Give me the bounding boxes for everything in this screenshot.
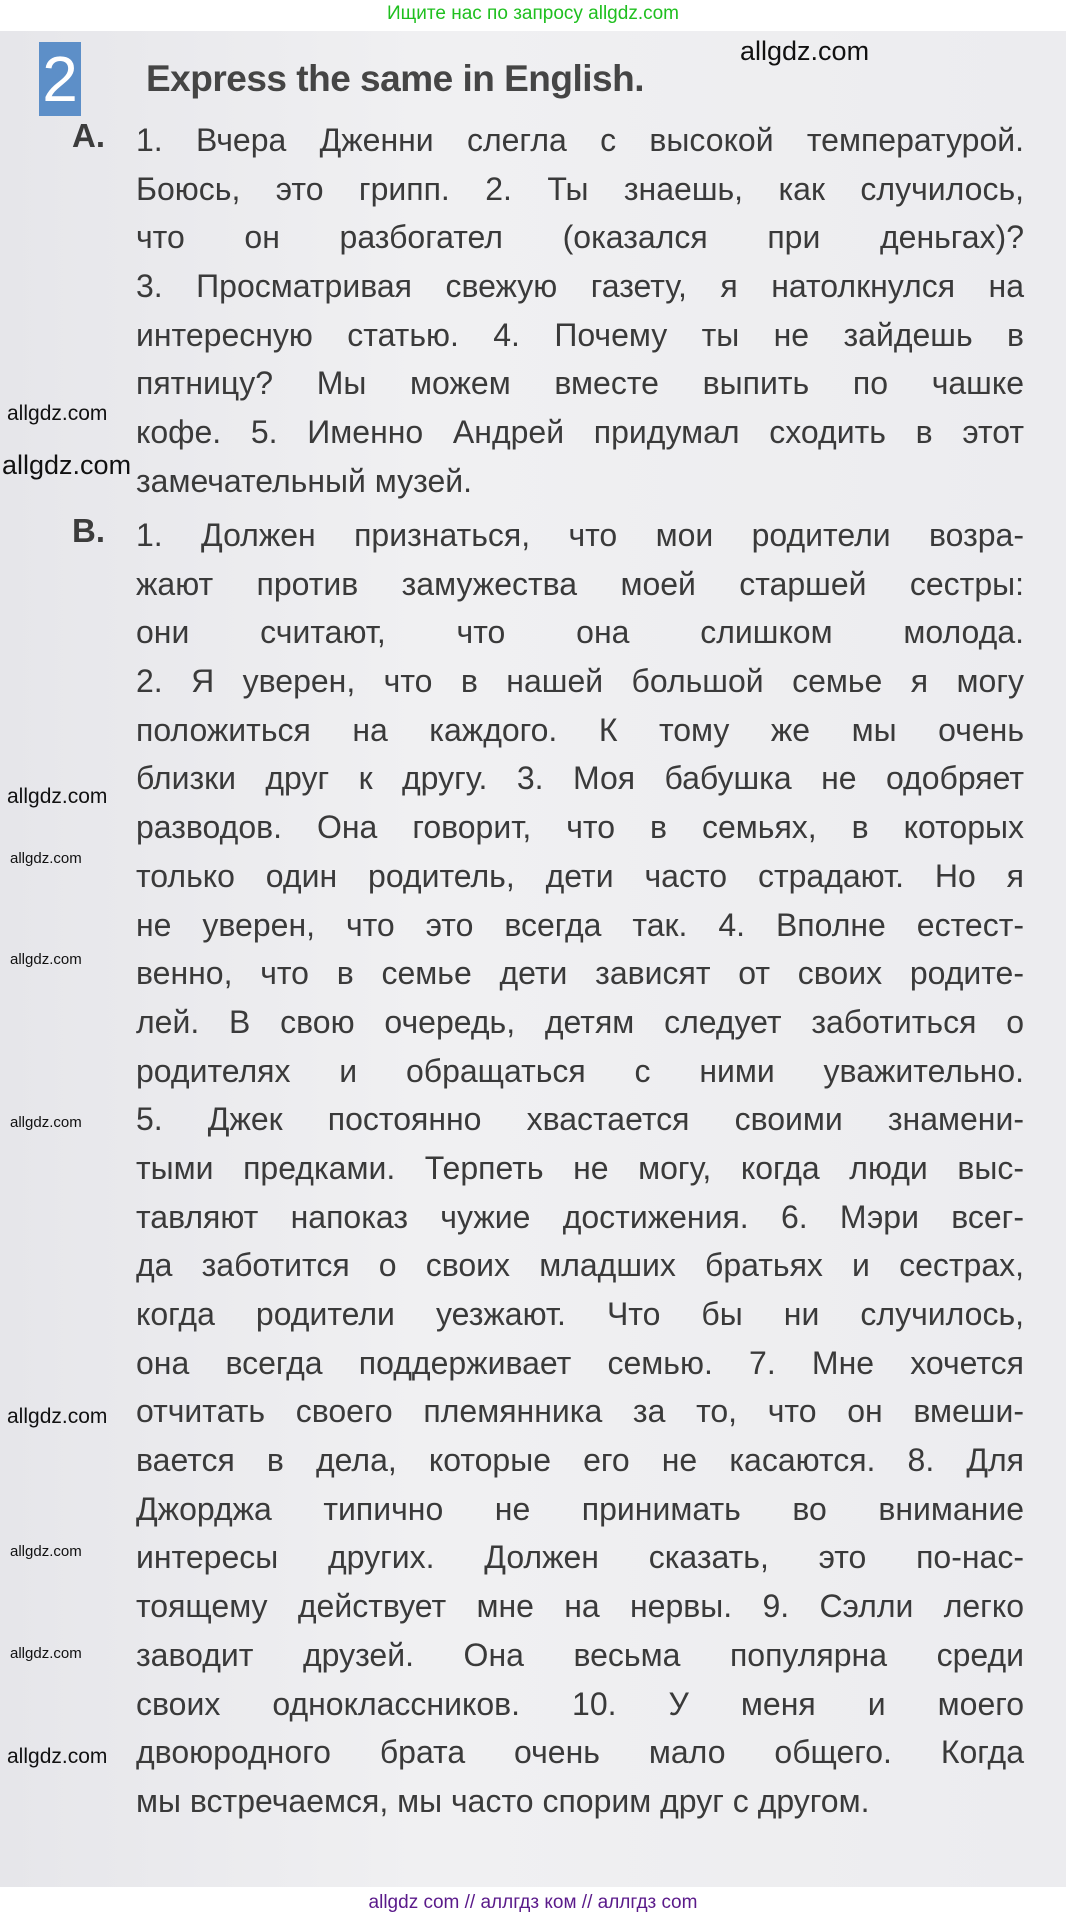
text-line: 1. Вчера Дженни слегла с высокой температурой. (136, 122, 1024, 158)
section-a-text (136, 116, 1024, 506)
text-line: тыми предками. Терпеть не могу, когда люди выс- (136, 1149, 1024, 1186)
text-line: отчитать своего племянника за то, что он вмеши- (136, 1393, 1024, 1430)
text-line: 2. Я уверен, что в нашей большой семье я могу (136, 663, 1024, 700)
watermark: allgdz.com (7, 785, 108, 808)
text-line: жают против замужества моей старшей сестры: (136, 565, 1024, 602)
watermark: allgdz.com (740, 36, 870, 66)
text-line: двоюродного брата очень мало общего. Когда (136, 1734, 1024, 1771)
text-line: она всегда поддерживает семью. 7. Мне хочется (136, 1344, 1024, 1381)
exercise-title: Express the same in English. (146, 58, 645, 99)
text-line: тоящему действует мне на нервы. 9. Сэлли легко (136, 1588, 1024, 1625)
text-line: родителях и обращаться с ними уважительно. (136, 1052, 1024, 1089)
text-line: венно, что в семье дети зависят от своих родите- (136, 955, 1024, 992)
watermark: allgdz.com (10, 1114, 82, 1131)
text-line: положиться на каждого. К тому же мы очень (136, 711, 1024, 748)
text-line: Джорджа типично не принимать во внимание (136, 1490, 1024, 1527)
text-line: пятницу? Мы можем вместе выпить по чашке (136, 365, 1024, 402)
text-line: тавляют напоказ чужие достижения. 6. Мэри всег- (136, 1198, 1024, 1235)
watermark: allgdz.com (7, 1405, 108, 1428)
text-line: Боюсь, это грипп. 2. Ты знаешь, как случилось, (136, 170, 1024, 207)
text-line: 1. Должен признаться, что мои родители возра- (136, 517, 1024, 553)
section-b-label: B. (72, 512, 105, 549)
text-line: не уверен, что это всегда так. 4. Вполне естест- (136, 906, 1024, 943)
text-line: интересы других. Должен сказать, это по-нас- (136, 1539, 1024, 1576)
text-line: только один родитель, дети часто страдают. Но я (136, 857, 1024, 894)
text-line: они считают, что она слишком молода. (136, 614, 1024, 651)
watermark: allgdz.com (7, 402, 108, 425)
watermark: allgdz.com (10, 850, 82, 867)
footer-text: allgdz com // аллгдз ком // аллгдз com (368, 1892, 698, 1913)
exercise-number: 2 (39, 42, 81, 116)
text-line: разводов. Она говорит, что в семьях, в которых (136, 809, 1024, 846)
text-line: интересную статью. 4. Почему ты не зайдешь в (136, 316, 1024, 353)
text-line: да заботится о своих младших братьях и сестрах, (136, 1247, 1024, 1284)
text-line: замечательный музей. (136, 462, 473, 499)
footer-banner (0, 1887, 1066, 1918)
watermark: allgdz.com (7, 1745, 108, 1768)
text-line: близки друг к другу. 3. Моя бабушка не одобряет (136, 760, 1024, 797)
text-line: вается в дела, которые его не касаются. 8. Для (136, 1442, 1024, 1479)
watermark: allgdz.com (10, 1645, 82, 1662)
section-a-label: A. (72, 117, 105, 154)
text-line: лей. В свою очередь, детям следует заботиться о (136, 1003, 1024, 1040)
text-line: когда родители уезжают. Что бы ни случилось, (136, 1296, 1024, 1332)
text-line: 5. Джек постоянно хвастается своими знамени- (136, 1101, 1024, 1138)
section-b-text (136, 511, 1024, 1826)
watermark: allgdz.com (2, 450, 132, 480)
text-line: своих одноклассников. 10. У меня и моего (136, 1685, 1024, 1722)
watermark: allgdz.com (10, 1543, 82, 1560)
text-line: мы встречаемся, мы часто спорим друг с другом. (136, 1782, 870, 1819)
watermark: allgdz.com (10, 951, 82, 968)
text-line: кофе. 5. Именно Андрей придумал сходить в этот (136, 414, 1024, 451)
text-line: что он разбогател (оказался при деньгах)? (136, 219, 1024, 256)
text-line: 3. Просматривая свежую газету, я натолкнулся на (136, 268, 1024, 305)
search-hint: Ищите нас по запросу allgdz.com (386, 3, 679, 24)
search-hint-banner (0, 0, 1066, 30)
text-line: заводит друзей. Она весьма популярна среди (136, 1636, 1024, 1673)
